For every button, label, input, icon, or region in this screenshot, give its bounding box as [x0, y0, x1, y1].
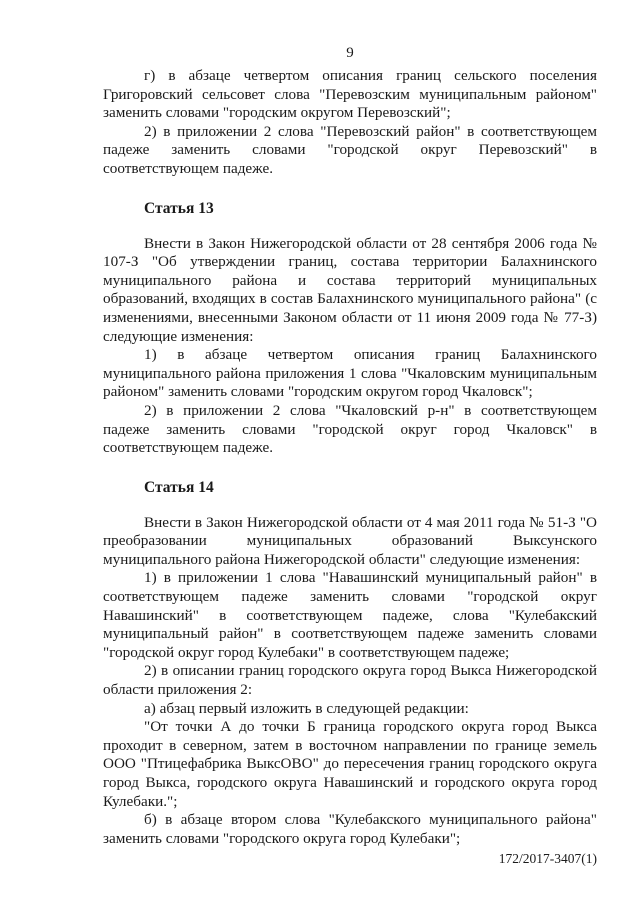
- article-13-item-2: 2) в приложении 2 слова "Чкаловский р-н" в соответствующем падеже заменить словами "городской округ город Чкаловск" в соответствующем падеже.: [103, 401, 597, 457]
- article-14-item-2a: а) абзац первый изложить в следующей редакции:: [144, 699, 469, 717]
- paragraph-2-annex-2: 2) в приложении 2 слова "Перевозский район" в соответствующем падеже заменить словами "городской округ Перевозский" в соответствующем падеже.: [103, 122, 597, 177]
- article-14-item-2: 2) в описании границ городского округа город Выкса Нижегородской области приложения 2:: [103, 662, 597, 699]
- document-code: 172/2017-3407(1): [498, 851, 597, 866]
- article-14-intro: Внести в Закон Нижегородской области от 4 мая 2011 года № 51-З "О преобразовании муниципальных образований Выксунского муниципального района Нижегородской области" следующие изменения:: [103, 513, 597, 568]
- article-14-item-1: 1) в приложении 1 слова "Навашинский муниципальный район" в соответствующем падеже заменить словами "городской округ Навашинский" в соответствующем падеже, слова "Кулебакский муниципальный район" в соответствующем падеже заменить словами "городской округ город Кулебаки" в соответствующем падеже;: [103, 569, 597, 661]
- article-13-item-1: 1) в абзаце четвертом описания границ Балахнинского муниципального района приложения 1 слова "Чкаловским муниципальным районом" заменить словами "городским округом город Чкаловск";: [103, 346, 597, 401]
- article-13-intro: Внести в Закон Нижегородской области от 28 сентября 2006 года № 107-З "Об утверждении границ, состава территории Балахнинского муниципального района и состава территорий муниципальных образований, входящих в состав Балахнинского муниципального района" (с изменениями, внесенными Законом области от 11 июня 2009 года № 77-З) следующие изменения:: [103, 234, 597, 345]
- article-14-quoted-text: "От точки А до точки Б граница городского округа город Выкса проходит в северном, затем в восточном направлении по границе земель ООО "Птицефабрика ВыксОВО" до пересечения границ городского округа город Выкса, городского округа Навашинский и городского округа город Кулебаки.";: [103, 718, 597, 810]
- article-14-item-2b: б) в абзаце втором слова "Кулебакского муниципального района" заменить словами "городского округа город Кулебаки";: [103, 811, 597, 847]
- article-14-heading: Статья 14: [144, 478, 214, 496]
- page-number: 9: [346, 45, 354, 61]
- document-body: [103, 67, 597, 848]
- article-13-heading: Статья 13: [144, 199, 214, 217]
- paragraph-1g: г) в абзаце четвертом описания границ сельского поселения Григоровский сельсовет слова "Перевозским муниципальным районом" заменить словами "городским округом Перевозский";: [103, 67, 597, 122]
- document-page: [103, 0, 597, 905]
